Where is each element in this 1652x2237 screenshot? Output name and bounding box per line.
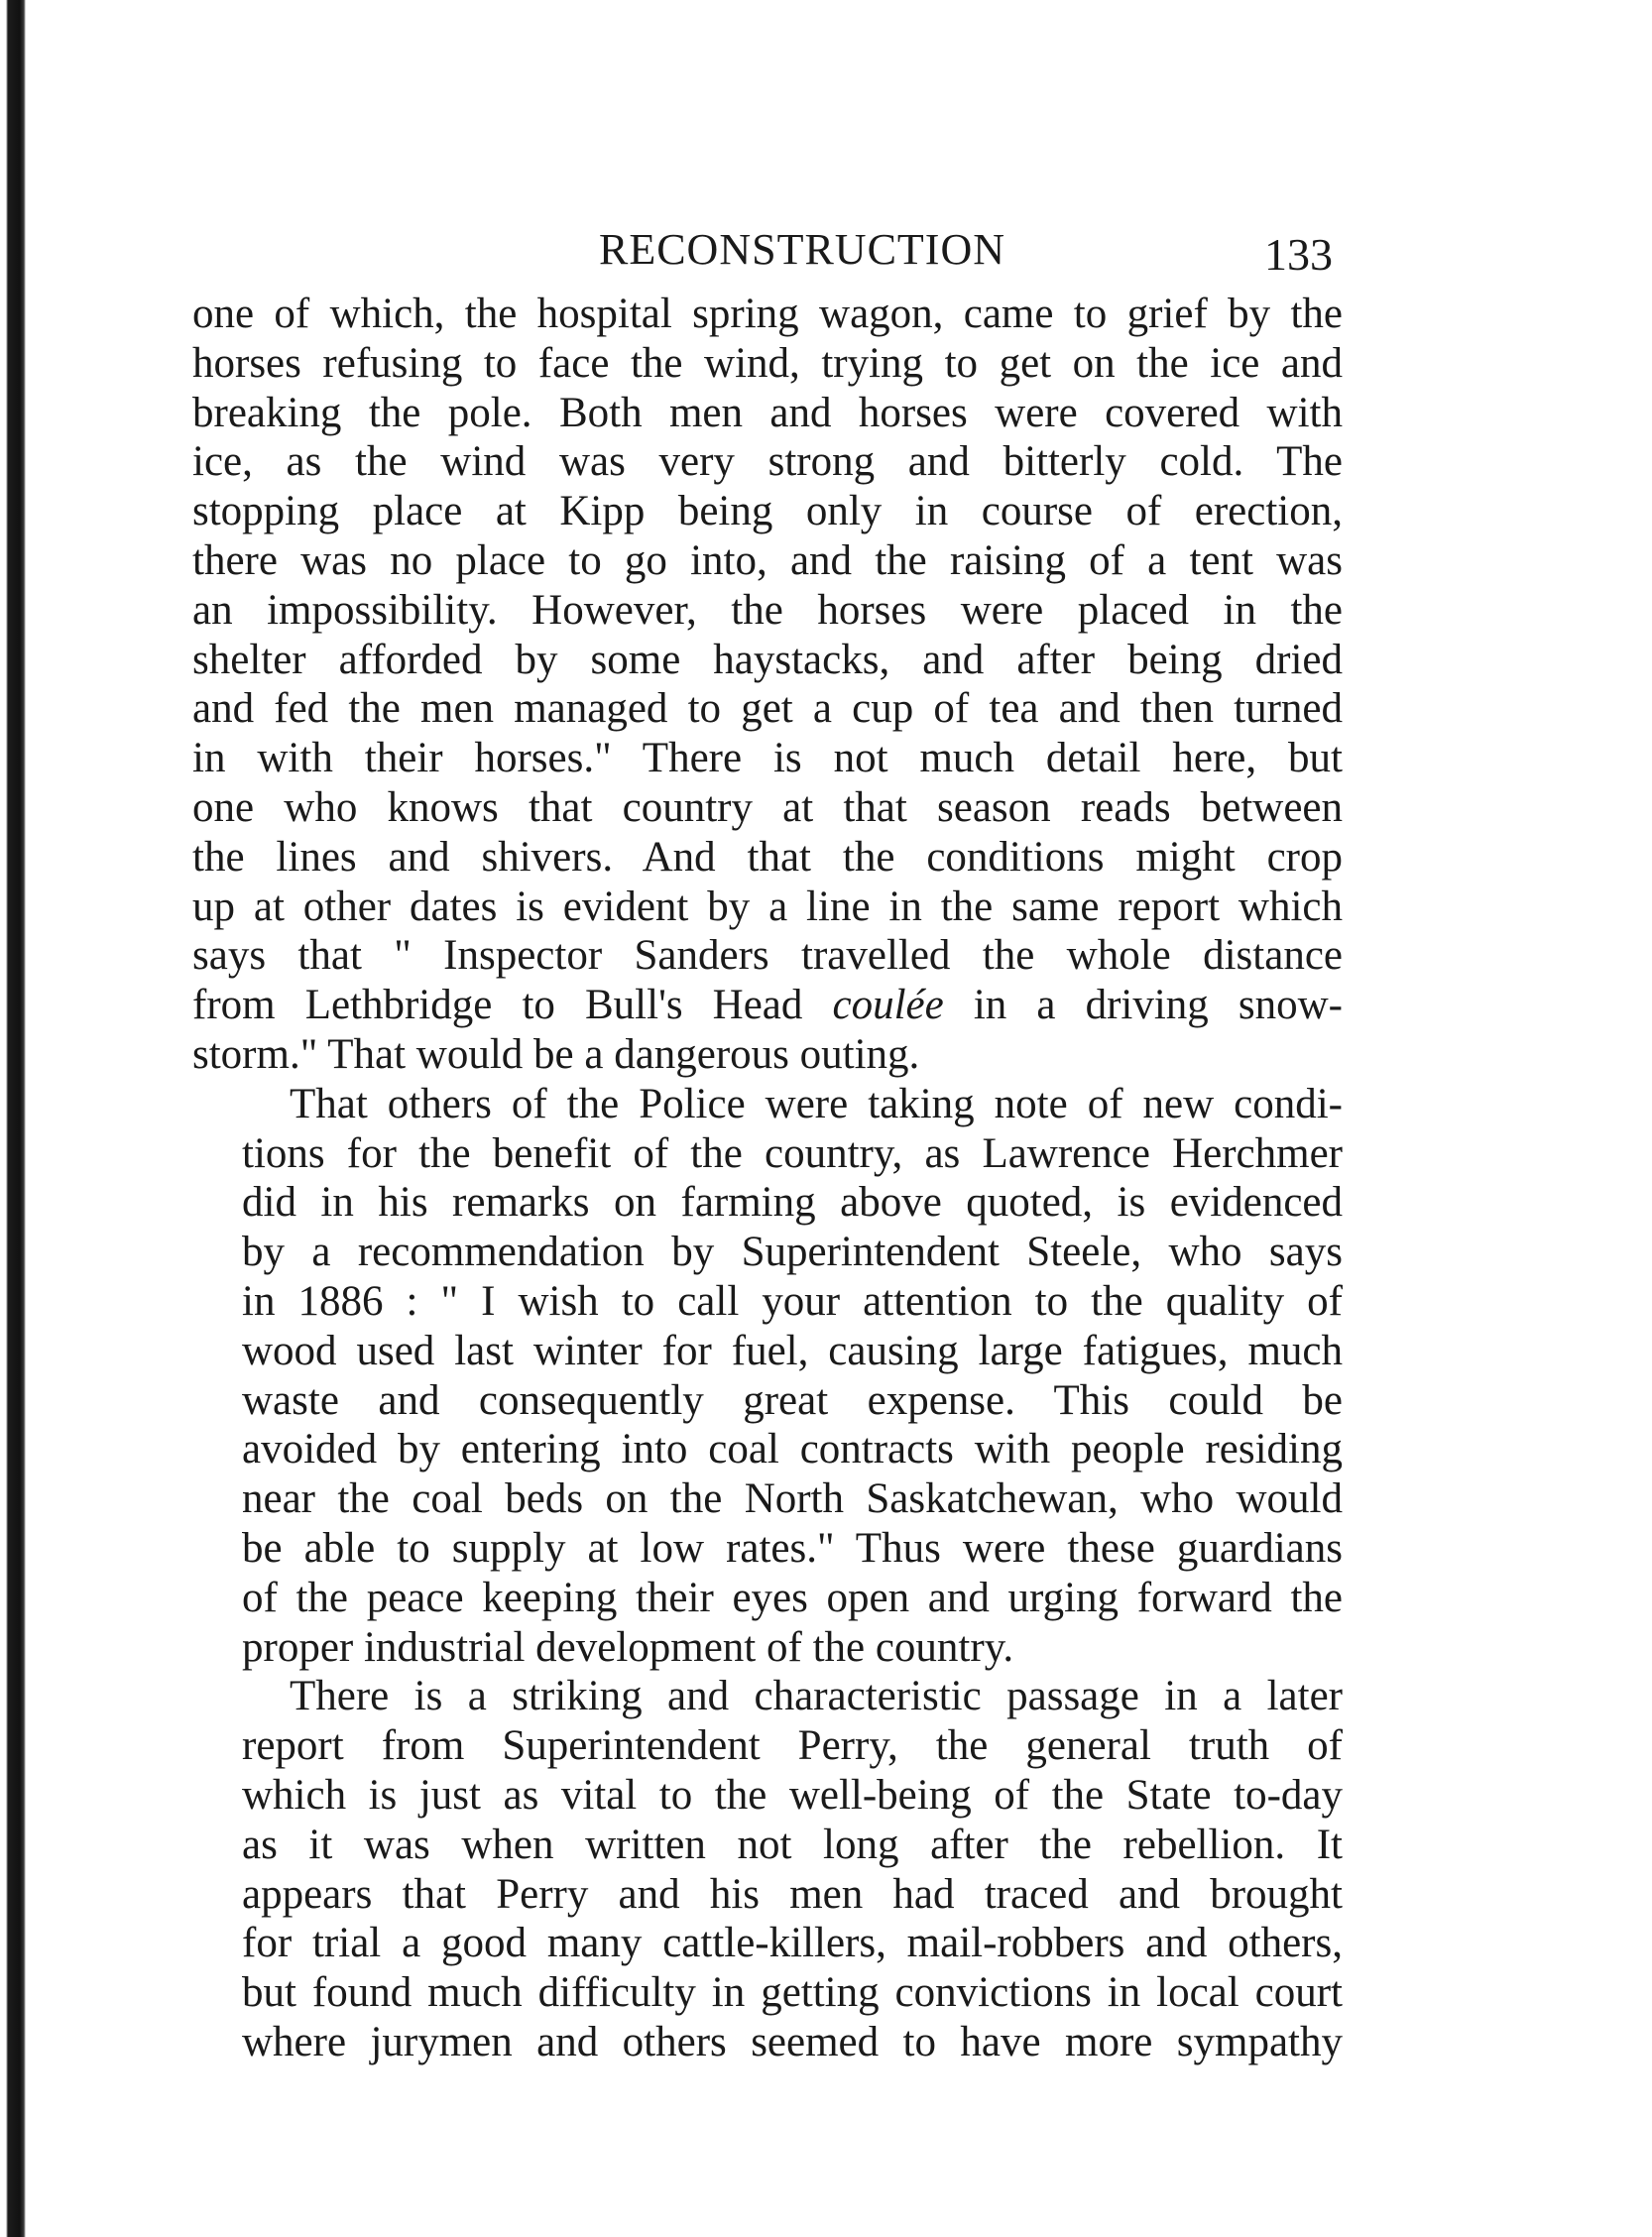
text-line: of the peace keeping their eyes open and urging forward the: [242, 1574, 1343, 1621]
text-line: and fed the men managed to get a cup of tea and then turned: [192, 685, 1343, 733]
text-line: shelter afforded by some haystacks, and after being dried: [192, 636, 1343, 683]
text-line: one of which, the hospital spring wagon, came to grief by the: [192, 291, 1343, 337]
text-line: which is just as vital to the well-being of the State to-day: [242, 1771, 1343, 1819]
text-line: where jurymen and others seemed to have more sympathy: [242, 2018, 1343, 2065]
text-line: up at other dates is evident by a line in the same report which: [192, 883, 1343, 930]
text-line: near the coal beds on the North Saskatchewan, who would: [242, 1475, 1343, 1523]
paragraph: [192, 1672, 1343, 2066]
binding-edge: [0, 0, 26, 2237]
running-title: RECONSTRUCTION: [598, 225, 1006, 274]
text-line: tions for the benefit of the country, as Lawrence Herchmer: [242, 1129, 1343, 1177]
text-line: in with their horses." There is not much detail here, but: [192, 735, 1343, 782]
text-line: did in his remarks on farming above quoted, is evidenced: [242, 1179, 1343, 1227]
text-line: one who knows that country at that season reads between: [192, 783, 1343, 831]
text-line: report from Superintendent Perry, the general truth of: [242, 1722, 1343, 1770]
text-line: but found much difficulty in getting convictions in local court: [242, 1969, 1343, 2017]
text-line: an impossibility. However, the horses were placed in the: [192, 586, 1343, 634]
text-line: avoided by entering into coal contracts with people residing: [242, 1426, 1343, 1473]
text-line: [192, 981, 1343, 1030]
text-line: There is a striking and characteristic passage in a later: [290, 1673, 1343, 1720]
text-line: breaking the pole. Both men and horses were covered with: [192, 389, 1343, 436]
text-line: says that " Inspector Sanders travelled the whole distance: [192, 932, 1343, 980]
text-line: the lines and shivers. And that the conditions might crop: [192, 833, 1343, 881]
text-line: wood used last winter for fuel, causing large fatigues, much: [242, 1327, 1343, 1374]
text-line: appears that Perry and his men had traced and brought: [242, 1870, 1343, 1918]
paragraph: [192, 1080, 1343, 1673]
text-line: storm." That would be a dangerous outing.: [192, 1030, 920, 1078]
page-number: 133: [1264, 229, 1333, 280]
text-line: That others of the Police were taking note of new condi-: [290, 1080, 1343, 1127]
book-page: [192, 218, 1343, 2067]
text-line: for trial a good many cattle-killers, mail-robbers and others,: [242, 1920, 1343, 1967]
text-line: waste and consequently great expense. This could be: [242, 1376, 1343, 1424]
text-line: in 1886 : " I wish to call your attention to the quality of: [242, 1277, 1343, 1325]
text-line: as it was when written not long after the rebellion. It: [242, 1821, 1343, 1868]
text-line: be able to supply at low rates." Thus were these guardians: [242, 1524, 1343, 1572]
running-head: [192, 218, 1343, 282]
text-line: there was no place to go into, and the raising of a tent was: [192, 536, 1343, 584]
text-fragment: in a driving snow-: [943, 982, 1343, 1029]
text-line: stopping place at Kipp being only in course of erection,: [192, 488, 1343, 535]
text-fragment: from Lethbridge to Bull's Head: [192, 982, 833, 1029]
text-line: ice, as the wind was very strong and bitterly cold. The: [192, 438, 1343, 486]
text-line: horses refusing to face the wind, trying to get on the ice and: [192, 339, 1343, 387]
text-line: by a recommendation by Superintendent Steele, who says: [242, 1229, 1343, 1276]
body-text: [192, 290, 1343, 2067]
paragraph: [192, 290, 1343, 1080]
text-line: proper industrial development of the country.: [242, 1623, 1014, 1671]
italic-word: coulée: [832, 982, 944, 1029]
